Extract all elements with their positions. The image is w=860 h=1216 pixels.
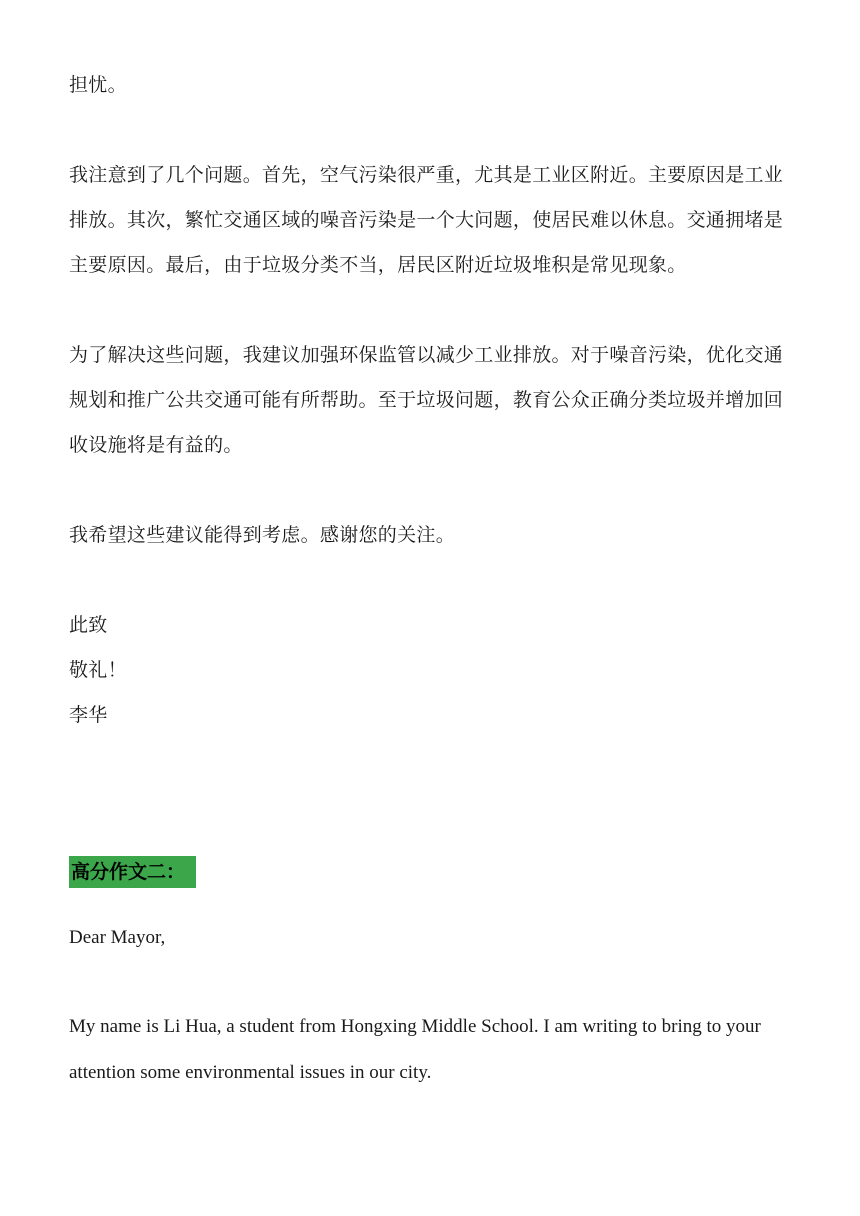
section-heading: 高分作文二： xyxy=(69,856,196,888)
paragraph-hope: 我希望这些建议能得到考虑。感谢您的关注。 xyxy=(69,524,456,546)
closing-line-2: 敬礼！ xyxy=(69,659,127,681)
salutation: Dear Mayor, xyxy=(69,927,166,948)
paragraph-intro-en: My name is Li Hua, a student from Hongxing Middle School. I am writing to bring to your attention some environmental issues in our city. xyxy=(69,1016,761,1083)
paragraph-suggestions: 为了解决这些问题，我建议加强环保监管以减少工业排放。对于噪音污染，优化交通规划和推广公共交通可能有所帮助。至于垃圾问题，教育公众正确分类垃圾并增加回收设施将是有益的。 xyxy=(69,344,784,456)
closing-line-1: 此致 xyxy=(69,614,108,636)
paragraph-fragment: 担忧。 xyxy=(69,74,127,96)
paragraph-problems: 我注意到了几个问题。首先，空气污染很严重，尤其是工业区附近。主要原因是工业排放。其次，繁忙交通区域的噪音污染是一个大问题，使居民难以休息。交通拥堵是主要原因。最后，由于垃圾分类不当，居民区附近垃圾堆积是常见现象。 xyxy=(69,164,784,276)
signature: 李华 xyxy=(69,704,108,726)
